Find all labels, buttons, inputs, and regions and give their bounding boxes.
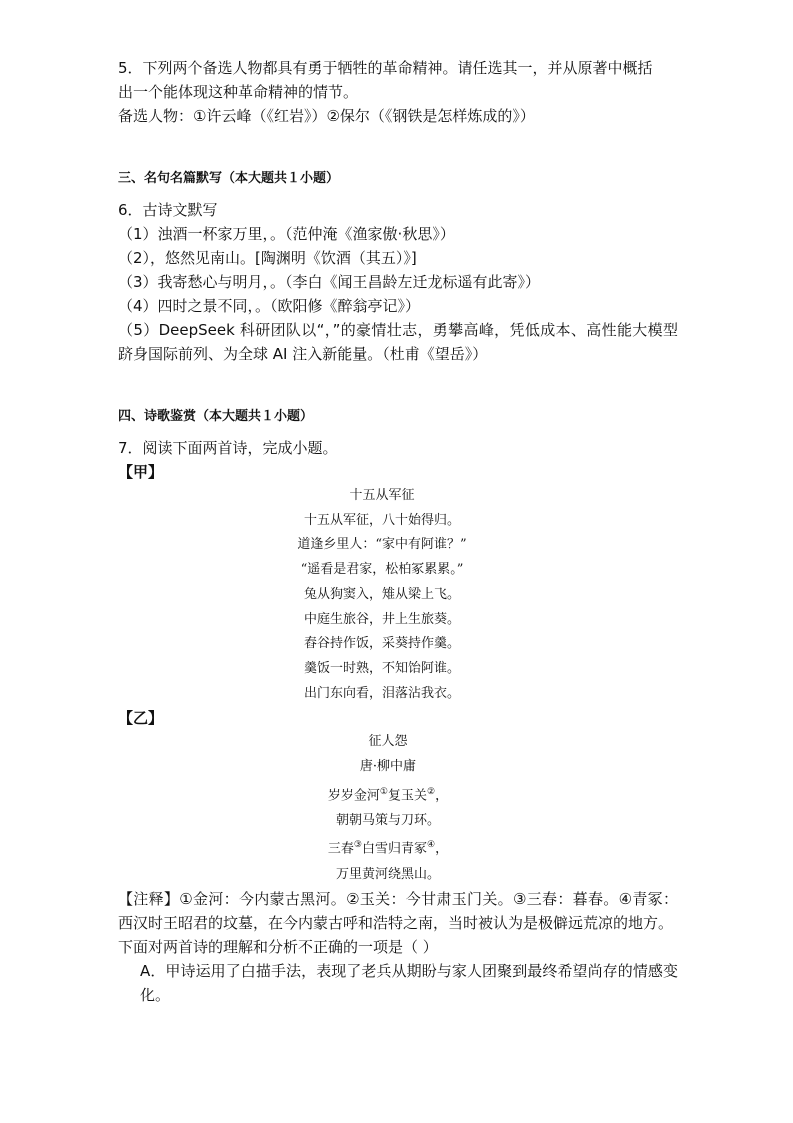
q5-line-2: 出一个能体现这种革命精神的情节。	[118, 83, 359, 101]
poem-yi-line-3-text-a: 三春	[327, 841, 354, 857]
poem-jia-line: 羹饭一时熟，不知饴阿谁。	[303, 660, 460, 676]
q7-title: 7．阅读下面两首诗，完成小题。	[118, 439, 338, 457]
q6-item-2: （2），悠然见南山。[陶渊明《饮酒（其五）》]	[118, 249, 417, 267]
poem-jia	[102, 484, 662, 706]
choice-a: A．甲诗运用了白描手法，表现了老兵从期盼与家人团聚到最终希望尚存的情感变化。	[140, 962, 678, 1005]
poem-yi-line-1	[108, 780, 668, 809]
poem-yi-line-2: 朝朝马策与刀环。	[335, 812, 440, 828]
note-marker-3: ③	[353, 840, 362, 851]
q5-line-1: 5．下列两个备选人物都具有勇于牺牲的革命精神。请任选其一，并从原著中概括	[118, 59, 653, 77]
q6-item-5: （5）DeepSeek 科研团队以“，”的豪情壮志，勇攀高峰，凭低成本、高性能大模型跻身国际前列、为全球 AI 注入新能量。（杜甫《望岳》）	[118, 321, 678, 363]
poem-yi-line-1-punct: ，	[435, 788, 449, 804]
poem-jia-line: 道逢乡里人：“家中有阿谁？”	[297, 537, 467, 553]
poem-jia-line: 舂谷持作饭，采葵持作羹。	[303, 636, 460, 652]
document-page	[118, 56, 678, 1007]
section-3-heading: 三、名句名篇默写（本大题共１小题）	[118, 171, 340, 186]
poem-yi-line-4: 万里黄河绕黑山。	[335, 866, 440, 882]
q7-question: 下面对两首诗的理解和分析不正确的一项是（ ）	[118, 938, 438, 957]
q6-item-3: （3）我寄愁心与明月，。（李白《闻王昌龄左迁龙标遥有此寄》）	[118, 273, 541, 291]
poem-jia-title: 十五从军征	[349, 488, 415, 503]
poem-jia-line: 兔从狗窦入，雉从梁上飞。	[303, 586, 460, 602]
poem-yi-line-1-text-b: 复玉关	[387, 788, 427, 804]
q5-candidates: 备选人物：①许云峰（《红岩》）②保尔（《钢铁是怎样炼成的》）	[118, 107, 535, 125]
note-marker-2: ②	[427, 786, 436, 797]
poem-yi	[108, 730, 668, 887]
q6-item-1: （1）浊酒一杯家万里，。（范仲淹《渔家傲·秋思》）	[118, 225, 455, 243]
note-marker-4: ④	[427, 840, 436, 851]
note-marker-1: ①	[379, 786, 388, 797]
poem-notes: 【注释】①金河：今内蒙古黑河。②玉关：今甘肃玉门关。③三春：暮春。④青冢：西汉时王昭君的坟墓，在今内蒙古呼和浩特之南，当时被认为是极僻远荒凉的地方。	[118, 890, 678, 933]
poem-jia-line: 中庭生旅谷，井上生旅葵。	[303, 611, 460, 627]
poem-yi-title: 征人怨	[368, 734, 408, 750]
section-4-heading: 四、诗歌鉴赏（本大题共１小题）	[118, 409, 314, 424]
poem-yi-line-1-text-a: 岁岁金河	[327, 788, 380, 804]
q6-item-4: （4）四时之景不同，。（欧阳修《醉翁亭记》）	[118, 297, 421, 315]
poem-yi-line-3	[108, 833, 668, 862]
q6-title: 6．古诗文默写	[118, 201, 218, 219]
poem-yi-line-3-text-b: 白雪归青冢	[361, 841, 427, 857]
poem-yi-author: 唐·柳中庸	[359, 759, 417, 775]
poem-jia-line: 十五从军征，八十始得归。	[303, 512, 460, 528]
poem-yi-line-3-punct: ，	[435, 841, 449, 857]
poem-yi-label: 【乙】	[118, 709, 164, 728]
poem-jia-line: “遥看是君家，松柏冢累累。”	[300, 562, 464, 578]
poem-jia-line: 出门东向看，泪落沾我衣。	[303, 685, 460, 701]
poem-jia-label: 【甲】	[118, 463, 164, 481]
